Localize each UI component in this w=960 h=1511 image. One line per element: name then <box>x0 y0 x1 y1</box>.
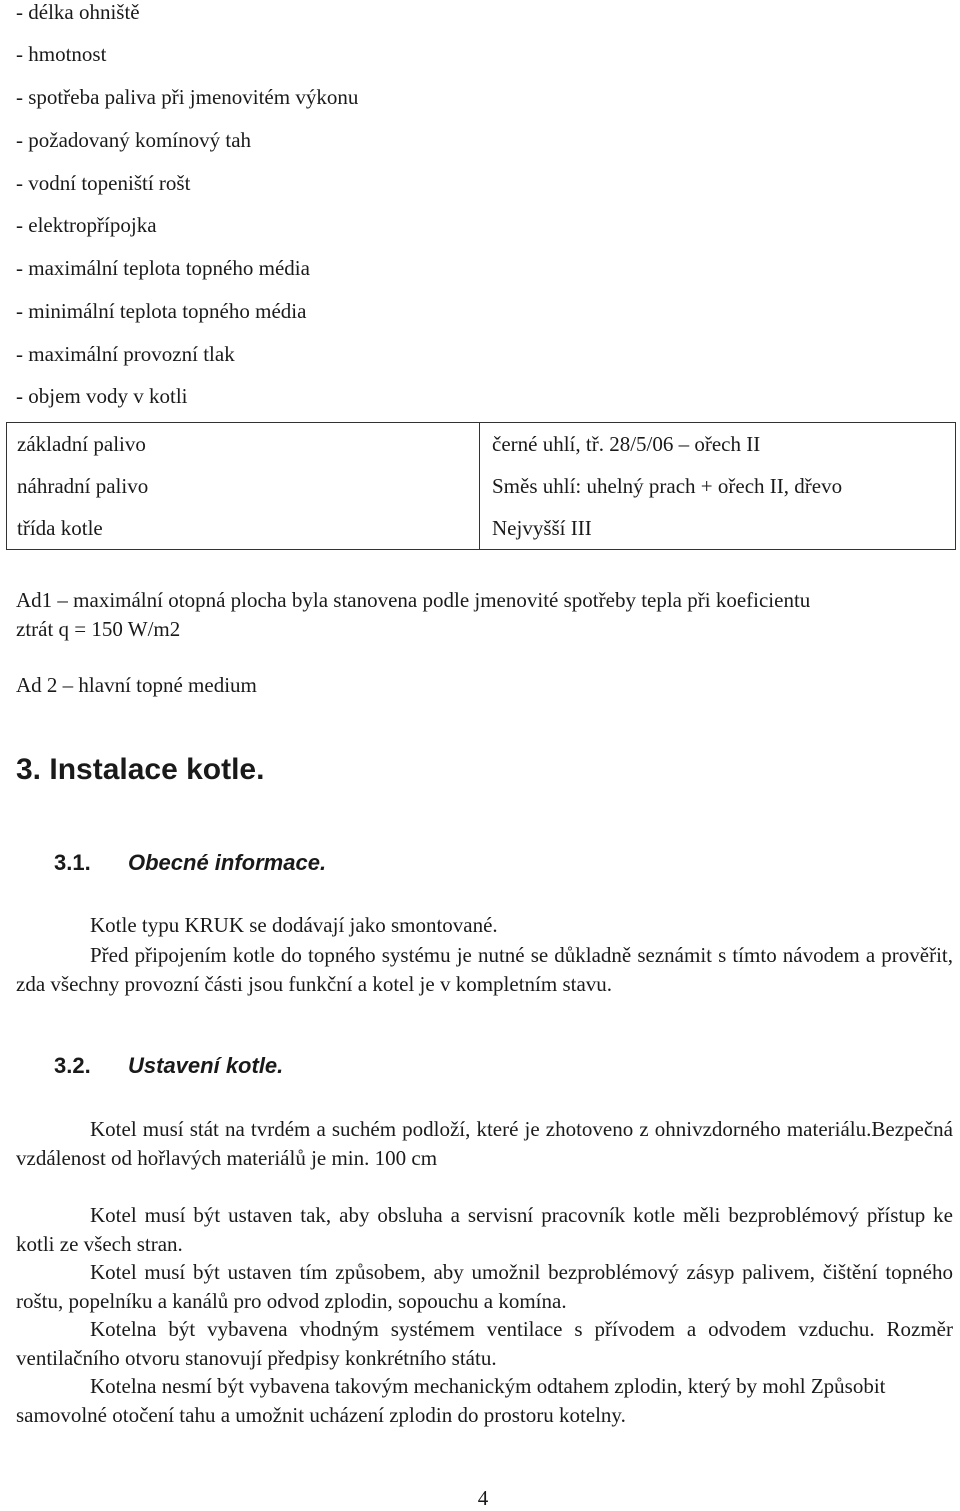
note-ad1: Ad1 – maximální otopná plocha byla stanovena podle jmenovité spotřeby tepla při koeficientu ztrát q = 150 W/m2 <box>16 588 811 641</box>
spec-item: - vodní topeniští rošt <box>16 171 191 195</box>
subsection-title: Obecné informace. <box>128 850 327 875</box>
spec-item: - objem vody v kotli <box>16 384 188 408</box>
paragraph: Kotel musí být ustaven tím způsobem, aby umožnil bezproblémový zásyp palivem, čištění topného roštu, popelníku a kanálů pro odvod zplodin, sopouchu a komína. <box>16 1260 953 1313</box>
paragraph: Kotle typu KRUK se dodávají jako smontované. <box>90 913 498 937</box>
paragraph: Před připojením kotle do topného systému je nutné se důkladně seznámit s tímto návodem a prověřit, zda všechny provozní části jsou funkční a kotel je v kompletním stavu. <box>16 943 953 996</box>
paragraph: Kotelna nesmí být vybavena takovým mechanickým odtahem zplodin, který by mohl Způsobit samovolné otočení tahu a umožnit ucházení zplodin do prostoru kotelny. <box>16 1374 886 1427</box>
paragraph: Kotelna být vybavena vhodným systémem ventilace s přívodem a odvodem vzduchu. Rozměr ventilačního otvoru stanovují předpisy konkrétního státu. <box>16 1317 953 1370</box>
fuel-label: základní palivo <box>7 423 480 466</box>
spec-item: - maximální teplota topného média <box>16 256 310 280</box>
fuel-label: třída kotle <box>7 507 480 550</box>
fuel-table <box>6 422 956 550</box>
spec-item: - elektropřípojka <box>16 213 157 237</box>
fuel-value: černé uhlí, tř. 28/5/06 – ořech II <box>480 423 956 466</box>
spec-item: - hmotnost <box>16 42 107 66</box>
spec-item: - spotřeba paliva při jmenovitém výkonu <box>16 85 359 109</box>
note-ad2: Ad 2 – hlavní topné medium <box>16 673 257 697</box>
section-heading: 3. Instalace kotle. <box>16 753 265 786</box>
paragraph: Kotel musí stát na tvrdém a suchém podloží, které je zhotoveno z ohnivzdorného materiálu.Bezpečná vzdálenost od hořlavých materiálů je min. 100 cm <box>16 1117 953 1170</box>
table-row <box>7 423 956 466</box>
spec-item: - délka ohniště <box>16 0 140 24</box>
table-row <box>7 507 956 550</box>
subsection-title: Ustavení kotle. <box>128 1053 284 1078</box>
subsection-number: 3.1. <box>54 850 91 875</box>
subsection-heading <box>54 1053 454 1079</box>
spec-item: - maximální provozní tlak <box>16 342 235 366</box>
fuel-label: náhradní palivo <box>7 465 480 507</box>
fuel-value: Směs uhlí: uhelný prach + ořech II, dřevo <box>480 465 956 507</box>
fuel-value: Nejvyšší III <box>480 507 956 550</box>
table-row <box>7 465 956 507</box>
subsection-number: 3.2. <box>54 1053 91 1078</box>
paragraph: Kotel musí být ustaven tak, aby obsluha a servisní pracovník kotle měli bezproblémový přístup ke kotli ze všech stran. <box>16 1203 953 1256</box>
page-number: 4 <box>477 1486 489 1510</box>
spec-item: - minimální teplota topného média <box>16 299 307 323</box>
spec-item: - požadovaný komínový tah <box>16 128 252 152</box>
subsection-heading <box>54 850 454 876</box>
